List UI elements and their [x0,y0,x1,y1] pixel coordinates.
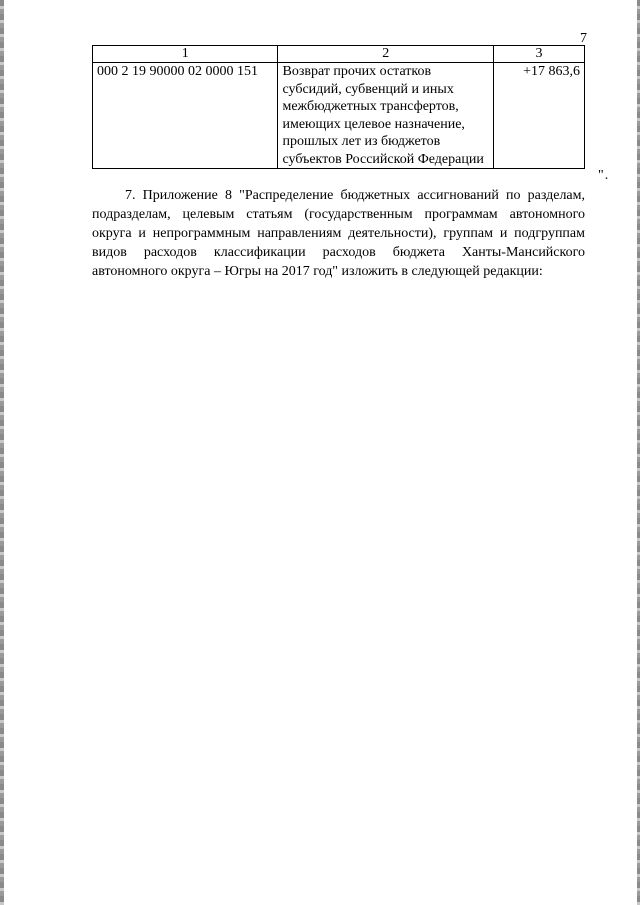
paragraph-7: 7. Приложение 8 "Распределение бюджетных ассигнований по разделам, подразделам, целевым статьям (государственным программам автономного округа и непрограммным направлениям деятельности), группам и подгруппам видов расходов классификации расходов бюджета Ханты-Мансийского автономного округа – Югры на 2017 год" изложить в следующей редакции: [92,188,585,279]
column-header-3: 3 [494,46,585,63]
column-header-2: 2 [278,46,494,63]
table-row [93,63,585,169]
column-header-1: 1 [93,46,278,63]
budget-classification-code: 000 2 19 90000 02 0000 151 [93,63,278,169]
scan-left-edge [0,0,4,905]
budget-amount: +17 863,6 [494,63,585,169]
page-number: 7 [580,31,587,46]
budget-table [92,45,585,169]
budget-item-name: Возврат прочих остатков субсидий, субвенций и иных межбюджетных трансфертов, имеющих целевое назначение, прошлых лет из бюджетов субъектов Российской Федерации [278,63,494,169]
closing-quote: ". [598,168,610,183]
table-header-row [93,46,585,63]
